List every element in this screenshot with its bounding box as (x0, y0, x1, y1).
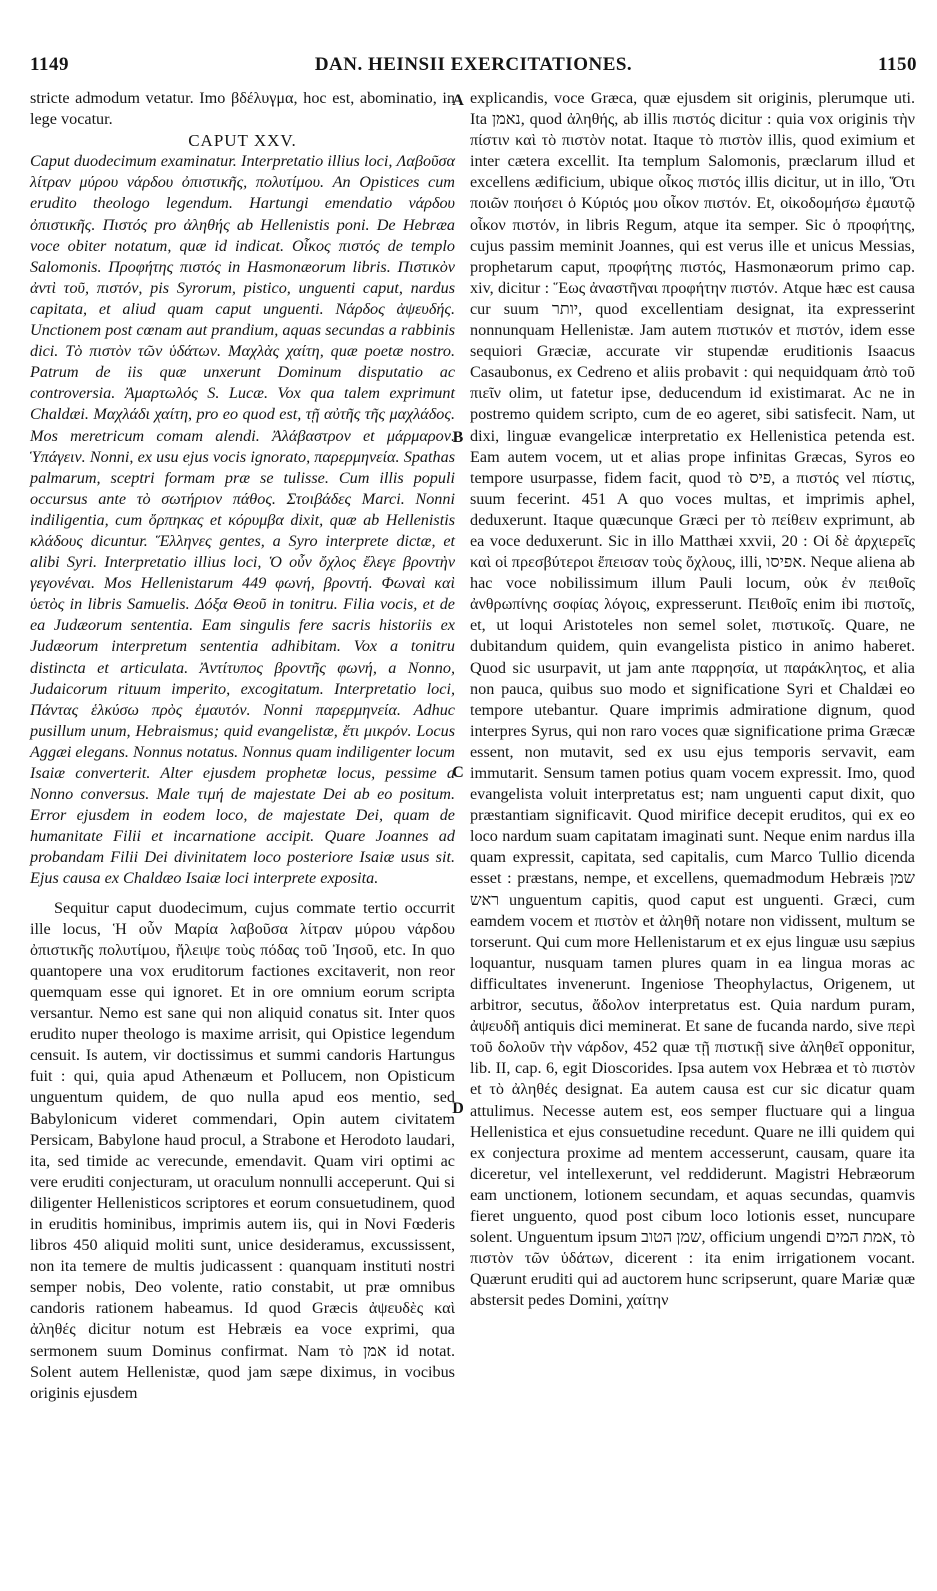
section-marker-c: C (452, 764, 464, 781)
section-marker-d: D (452, 1100, 464, 1117)
page-number-left: 1149 (30, 54, 69, 75)
left-body-text: Sequitur caput duodecimum, cujus commate tertio occurrit ille locus, Ἡ οὖν Μαρία λαβοῦσα λίτραν μύρου νάρδου ὀπιστικῆς πολυτίμου, ἤλειψε τοὺς πόδας τοῦ Ἰησοῦ, etc. In quo quantopere una vox eruditorum factiones excitaverit, non reor quemquam esse qui ignoret. Et in ore omnium eorum scripta versantur. Nemo est sane qui non aliquid conatus sit. Inter quos erudito nuper theologo is maxime arrisit, qui Opistice legendum censuit. Is autem, vir doctissimus et summi candoris Hartungus fuit : qui, quia apud Athenæum et Pollucem, non Opisticum unguentum quidem, de quo nulla apud eos mentio, sed Babylonicum videret commendari, Opin autem civitatem Persicam, Babylone haud procul, a Strabone et Herodoto laudari, ita, sed timide ac verecunde, emendavit. Quam viri optimi ac vere eruditi conjecturam, ut oraculum nonnulli acceperunt. Qui si diligenter Hellenisticos scriptores et eorum consuetudinem, quod in eruditis hominibus, imprimis autem iis, qui in Novi Fœderis libros 450 aliquid moliti sunt, unice desideramus, excussissent, non ita temere de multis judicassent : quanquam instituti nostri semper nobis, Deo volente, ratio constabit, ut præ omnibus candoris rationem habeamus. Id quod Græcis ἀψευδὲς καὶ ἀληθές dicitur notum est Hebræis ea voce exprimi, qua sermonem suum Dominus confirmat. Nam τὸ אמן id notat. Solent autem Hellenistæ, quod jam sæpe diximus, in vocibus originis ejusdem (30, 898, 455, 1402)
left-column (30, 88, 455, 1404)
section-marker-a: A (452, 92, 464, 109)
left-intro-text: stricte admodum vetatur. Imo βδέλυγμα, hoc est, abominatio, in lege vocatur. (30, 89, 455, 129)
section-marker-b: B (452, 429, 464, 446)
running-title: DAN. HEINSII EXERCITATIONES. (314, 54, 633, 75)
page-number-right: 1150 (878, 54, 917, 75)
running-header (30, 54, 917, 82)
right-body-text: explicandis, voce Græca, quæ ejusdem sit originis, plerumque uti. Ita נאמן, quod ἀληθής, ab illis πιστός dicitur : quia vox originis τὴν πίστιν καὶ τὸ πιστὸν notat. Itaque τὸ πιστὸν illis, quod eximium et inter cætera excellit. Ita templum Salomonis, præclarum illud et excellens ædificium, ubique οἶκος πιστός illis dicitur, ut in illo, Ὅτι ποιῶν ποιήσει ὁ Κύριός μου οἶκον πιστόν. Et, οἰκοδομήσω ἐμαυτῷ οἶκον πιστόν, in libris Regum, atque ita semper. Sic ὁ προφήτης, cujus passim meminit Joannes, qui est verus ille et unicus Messias, prophetarum caput, προφήτης πιστός, Hasmonæorum primo cap. xiv, dicitur : Ἕως ἀναστῆναι προφήτην πιστόν. Atque hæc est causa cur suum יותר, quod excellentiam designat, ita expresserint nonnunquam Hellenistæ. Jam autem πιστικόν et πιστόν, idem esse sequiori Græciæ, accurate vir stupendæ eruditionis Isaacus Casaubonus, ex Cedreno et aliis probavit : qui nequidquam ἀπὸ τοῦ πιεῖν olim, ut fatetur ipse, deducendum id existimarat. Ac ne in postremo quidem scripto, cum de eo ageret, sibi satisfecit. Nam, ut dixi, linguæ evangelicæ interpretatio ex Hellenistica petenda est. Eam autem vocem, ut et alias prope infinitas Græcas, Syros eo tempore usurpasse, fidem facit, quod τὸ פיס, a πιστός vel πίστις, suum fecerint. 451 A quo voces multas, et imprimis aphel, deduxerunt. Itaque quæcunque Græci per τὸ πείθειν exprimunt, ab ea voce deduxerunt. Sic in illo Matthæi xxvii, 20 : Οἱ δὲ ἀρχιερεῖς καὶ οἱ πρεσβύτεροι ἔπεισαν τοὺς ὄχλους, illi, אפיסו. Neque aliena ab hac voce nobilissimum illum Pauli locum, οὐκ ἐν πειθοῖς ἀνθρωπίνης σοφίας λόγοις, expresserunt. Πειθοῖς enim ibi πιστοῖς, et, ut loqui Aristoteles non semel solet, πιστικοῖς. Quare, ne dubitandum quidem, quin evangelista pistico in animo haberet. Quod sic usurpavit, ut jam ante παρρησία, ut παράκλητος, et alia non pauca, quibus suo modo et significatione Syri et Chaldæi eo tempore utebantur. Quare imprimis admiratione dignum, quod interpres Syrus, qui non raro voces quæ significatione prima Græcæ essent, non mutavit, sed ex usu ejus temporis servavit, eam immutarit. Sensum tamen potius quam vocem expressit. Imo, quod evangelista voluit interpretatus est; nam unguenti caput dixit, quo præstantiam significavit. Quod mirifice decepit eruditos, qui ex eo loco nardum suam capitatam imaginati sunt. Neque enim nardus illa quam expressit, capitata, sed capitalis, cum Marco Tullio dicenda esset : præstans, nempe, et excellens, quemadmodum Hebræis שמן ראש unguentum capitis, quod caput est unguenti. Græci, cum eamdem vocem et πιστὸν et ἀληθῆ notare non vidissent, multum se torserunt. Qui cum more Hellenistarum et ex ejus linguæ usu sæpius loquantur, nusquam tamen plures quam in ea lingua moras ac difficultates invenerunt. Ingeniose Theophylactus, Origenem, ut arbitror, secutus, ἄδολον interpretatus est. Quia nardum puram, ἀψευδῆ antiquis dici meminerat. Et sane de fucanda nardo, sive περὶ τοῦ δολοῦν τὴν νάρδον, 452 quæ τῇ πιστικῇ sive ἀληθεῖ opponitur, lib. II, cap. 6, egit Dioscorides. Ipsa autem vox Hebræa et τὸ πιστὸν et τὸ ἀληθές designat. Ea autem causa est cur sic dicatur quam attulimus. Necesse autem est, eos semper fluctuare qui a lingua Hellenistica et ejus consuetudine recedunt. Quare ne illi quidem qui ex conjectura proxime ad mentem accesserunt, causam, quare ita diceretur, vel intellexerunt, vel reddiderunt. Magistri Hebræorum eam unctionem, lotionem secundam, et aquas secundas, quamvis fieret unguento, quod post cibum loco lotionis esset, nuncupare solent. Unguentum ipsum שמן הטוב, officium ungendi אמת המים, τὸ πιστὸν τῶν ὑδάτων, dicerent : ita enim irrigationem vocant. Quærunt eruditi qui ad auctorem hunc scripserunt, quare Mariæ quæ abstersit pedes Domini, χαίτην (470, 89, 916, 1310)
chapter-heading: CAPUT XXV. (188, 131, 297, 151)
right-column (470, 88, 915, 1311)
chapter-summary: Caput duodecimum examinatur. Interpretatio illius loci, Λαβοῦσα λίτραν μύρου νάρδου ὀπιστικῆς, πολυτίμου. An Opistices cum erudito theologo legendum. Hartungi emendatio νάρδου ὀπιστικῆς. Πιστός pro ἀληθής ab Hellenistis poni. De Hebræa voce obiter notatum, quæ id indicat. Οἶκος πιστός de templo Salomonis. Προφήτης πιστός in Hasmonæorum libris. Πιστικὸν ἀντὶ τοῦ, πιστόν, pis Syrorum, pistico, unguenti caput, nardus capitata, et aliud quam caput unguenti. Νάρδος ἀψευδής. Unctionem post cœnam aut prandium, aquas secundas a rabbinis dici. Τὸ πιστὸν τῶν ὑδάτων. Μαχλὰς χαίτη, quæ poetæ nostro. Patrum de iis quæ unxerunt Dominum disputatio ac controversia. Ἀμαρτωλός S. Lucæ. Vox qua talem exprimunt Chaldæi. Μαχλάδι χαίτη, pro eo quod est, τῇ αὐτῆς τῆς μαχλάδος. Mos meretricum comam alendi. Ἀλάβαστρον et μάρμαρον. Ὑπάγειν. Nonni, ex usu ejus vocis ignorato, παρερμηνεία. Spathas palmarum, sceptri formam præ se tulisse. Cum illis populi occursus ante τὸ σωτήριον πάθος. Στοιβάδες Marci. Nonni indiligentia, cum ὄρπηκας et κόρυμβα dixit, quæ ab Hellenistis κλάδους dicuntur. Ἕλληνες gentes, a Syro interprete dictæ, et alibi Syri. Interpretatio illius loci, Ὁ οὖν ὄχλος ἔλεγε βροντὴν γεγονέναι. Mos Hellenistarum 449 φωνή, βροντή. Φωναὶ καὶ ὑετὸς in libris Samuelis. Δόξα Θεοῦ in tonitru. Filia vocis, et de ea Judæorum sententia. Eam singulis fere sacris historiis ex Judæorum interpretum sententia adhibitam. Vox a tonitru distincta et articulata. Ἀντίτυπος βροντῆς φωνή, a Nonno, Judaicorum rituum imperito, excogitatum. Interpretatio loci, Πάντας ἑλκύσω πρὸς ἐμαυτόν. Nonni παρερμηνεία. Adhuc pusillum unum, Hebraismus; quid evangelistæ, ἔτι μικρόν. Locus Aggæi elegans. Nonnus notatus. Nonnus quam indiligenter locum Isaiæ converterit. Alter ejusdem prophetæ locus, pessime a Nonno conversus. Male τιμή de majestate Dei ab eo positum. Error ejusdem in eodem loco, de majestate Dei, quam de humanitate Filii et incarnatione accipit. Quare Joannes ad probandam Filii Dei divinitatem loco posteriore Isaiæ usus sit. Ejus causa ex Chaldæo Isaiæ loci interprete exposita. (30, 152, 455, 888)
